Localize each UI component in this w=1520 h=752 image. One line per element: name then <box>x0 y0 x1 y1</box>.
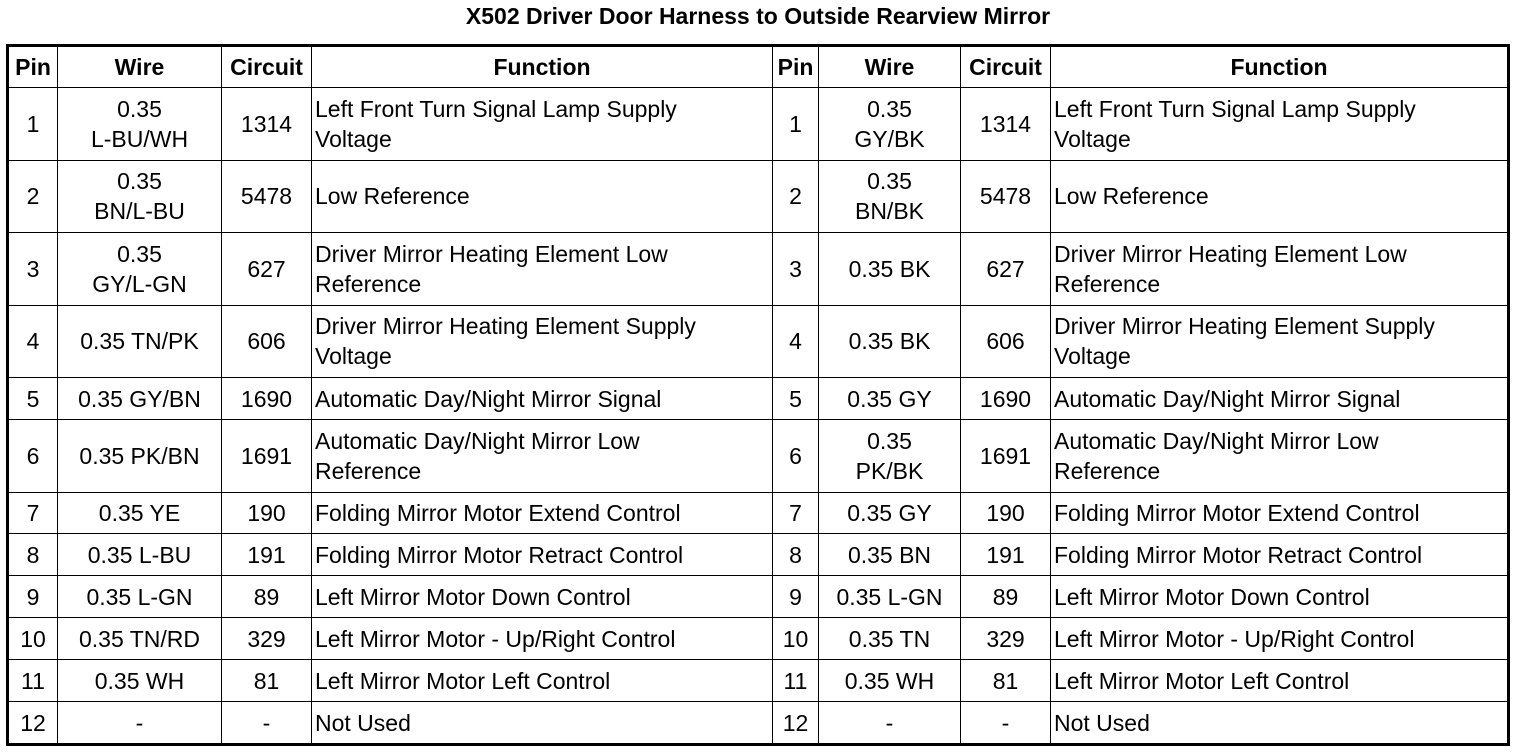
wire-cell: 0.35 YE <box>58 492 222 534</box>
header-circuit: Circuit <box>961 46 1051 88</box>
wire-cell: 0.35 TN <box>819 618 961 660</box>
wire-cell: 0.35 GY/BN <box>58 378 222 420</box>
wire-cell: 0.35 WH <box>819 660 961 702</box>
wire-cell: 0.35 TN/RD <box>58 618 222 660</box>
function-cell: Left Mirror Motor Left Control <box>312 660 773 702</box>
circuit-cell: 81 <box>222 660 312 702</box>
function-cell: Driver Mirror Heating Element Low Reference <box>1051 233 1509 306</box>
function-cell: Automatic Day/Night Mirror Low Reference <box>1051 420 1509 493</box>
function-cell: Not Used <box>1051 702 1509 745</box>
circuit-cell: 89 <box>222 576 312 618</box>
circuit-cell: 1691 <box>961 420 1051 493</box>
pin-cell: 9 <box>773 576 819 618</box>
pin-cell: 6 <box>8 420 58 493</box>
wire-cell: - <box>58 702 222 745</box>
document-title: X502 Driver Door Harness to Outside Rearview Mirror <box>465 3 1051 29</box>
table-body <box>8 88 1509 745</box>
function-cell: Driver Mirror Heating Element Supply Voltage <box>312 305 773 378</box>
pin-cell: 11 <box>773 660 819 702</box>
circuit-cell: 81 <box>961 660 1051 702</box>
function-cell: Automatic Day/Night Mirror Low Reference <box>312 420 773 493</box>
pin-cell: 10 <box>8 618 58 660</box>
circuit-cell: 1691 <box>222 420 312 493</box>
pin-cell: 4 <box>8 305 58 378</box>
wire-cell: 0.35 GY/L-GN <box>58 233 222 306</box>
wire-cell: 0.35 BN <box>819 534 961 576</box>
wire-cell: 0.35 TN/PK <box>58 305 222 378</box>
pin-cell: 2 <box>773 160 819 233</box>
function-cell: Automatic Day/Night Mirror Signal <box>312 378 773 420</box>
table-row <box>8 534 1509 576</box>
pin-cell: 12 <box>773 702 819 745</box>
circuit-cell: 191 <box>222 534 312 576</box>
connector-pinout-table <box>6 44 1510 746</box>
table-row <box>8 576 1509 618</box>
header-circuit: Circuit <box>222 46 312 88</box>
circuit-cell: 1690 <box>961 378 1051 420</box>
function-cell: Folding Mirror Motor Retract Control <box>312 534 773 576</box>
pin-cell: 6 <box>773 420 819 493</box>
header-pin: Pin <box>8 46 58 88</box>
header-wire: Wire <box>819 46 961 88</box>
table-row <box>8 420 1509 493</box>
wire-cell: 0.35 BN/L-BU <box>58 160 222 233</box>
function-cell: Driver Mirror Heating Element Supply Voltage <box>1051 305 1509 378</box>
function-cell: Left Mirror Motor Left Control <box>1051 660 1509 702</box>
table-row <box>8 305 1509 378</box>
pin-cell: 5 <box>8 378 58 420</box>
function-cell: Left Front Turn Signal Lamp Supply Voltage <box>1051 88 1509 161</box>
circuit-cell: 190 <box>222 492 312 534</box>
wire-cell: 0.35 WH <box>58 660 222 702</box>
function-cell: Left Front Turn Signal Lamp Supply Voltage <box>312 88 773 161</box>
function-cell: Not Used <box>312 702 773 745</box>
header-wire: Wire <box>58 46 222 88</box>
pin-cell: 11 <box>8 660 58 702</box>
function-cell: Left Mirror Motor Down Control <box>312 576 773 618</box>
function-cell: Folding Mirror Motor Extend Control <box>312 492 773 534</box>
function-cell: Left Mirror Motor - Up/Right Control <box>1051 618 1509 660</box>
wire-cell: 0.35 GY <box>819 492 961 534</box>
table-row <box>8 378 1509 420</box>
function-cell: Automatic Day/Night Mirror Signal <box>1051 378 1509 420</box>
circuit-cell: 1314 <box>222 88 312 161</box>
wire-cell: 0.35 GY/BK <box>819 88 961 161</box>
pin-cell: 4 <box>773 305 819 378</box>
table-row <box>8 88 1509 161</box>
circuit-cell: 1314 <box>961 88 1051 161</box>
table-row <box>8 233 1509 306</box>
circuit-cell: 191 <box>961 534 1051 576</box>
pin-cell: 1 <box>8 88 58 161</box>
wire-cell: 0.35 L-BU/WH <box>58 88 222 161</box>
circuit-cell: 5478 <box>222 160 312 233</box>
header-function: Function <box>1051 46 1509 88</box>
pin-cell: 3 <box>773 233 819 306</box>
table-row <box>8 160 1509 233</box>
header-function: Function <box>312 46 773 88</box>
circuit-cell: - <box>961 702 1051 745</box>
pin-cell: 5 <box>773 378 819 420</box>
wire-cell: 0.35 PK/BN <box>58 420 222 493</box>
pin-cell: 7 <box>773 492 819 534</box>
function-cell: Folding Mirror Motor Extend Control <box>1051 492 1509 534</box>
wire-cell: 0.35 BK <box>819 233 961 306</box>
circuit-cell: 329 <box>222 618 312 660</box>
wire-cell: 0.35 BN/BK <box>819 160 961 233</box>
wire-cell: 0.35 PK/BK <box>819 420 961 493</box>
pin-cell: 8 <box>773 534 819 576</box>
wire-cell: 0.35 L-GN <box>58 576 222 618</box>
wire-cell: 0.35 L-BU <box>58 534 222 576</box>
circuit-cell: 606 <box>222 305 312 378</box>
wire-cell: 0.35 L-GN <box>819 576 961 618</box>
function-cell: Left Mirror Motor Down Control <box>1051 576 1509 618</box>
function-cell: Left Mirror Motor - Up/Right Control <box>312 618 773 660</box>
function-cell: Folding Mirror Motor Retract Control <box>1051 534 1509 576</box>
wire-cell: 0.35 BK <box>819 305 961 378</box>
circuit-cell: 89 <box>961 576 1051 618</box>
table-header-row <box>8 46 1509 88</box>
function-cell: Low Reference <box>312 160 773 233</box>
circuit-cell: 606 <box>961 305 1051 378</box>
circuit-cell: 5478 <box>961 160 1051 233</box>
table-row <box>8 618 1509 660</box>
circuit-cell: 1690 <box>222 378 312 420</box>
wire-cell: 0.35 GY <box>819 378 961 420</box>
pin-cell: 8 <box>8 534 58 576</box>
table-row <box>8 660 1509 702</box>
function-cell: Driver Mirror Heating Element Low Reference <box>312 233 773 306</box>
pin-cell: 7 <box>8 492 58 534</box>
table-row <box>8 492 1509 534</box>
header-pin: Pin <box>773 46 819 88</box>
pin-cell: 12 <box>8 702 58 745</box>
circuit-cell: 627 <box>222 233 312 306</box>
table-row <box>8 702 1509 745</box>
circuit-cell: 627 <box>961 233 1051 306</box>
pin-cell: 10 <box>773 618 819 660</box>
circuit-cell: 190 <box>961 492 1051 534</box>
wire-cell: - <box>819 702 961 745</box>
function-cell: Low Reference <box>1051 160 1509 233</box>
pin-cell: 3 <box>8 233 58 306</box>
pin-cell: 9 <box>8 576 58 618</box>
pin-cell: 1 <box>773 88 819 161</box>
circuit-cell: - <box>222 702 312 745</box>
pin-cell: 2 <box>8 160 58 233</box>
circuit-cell: 329 <box>961 618 1051 660</box>
